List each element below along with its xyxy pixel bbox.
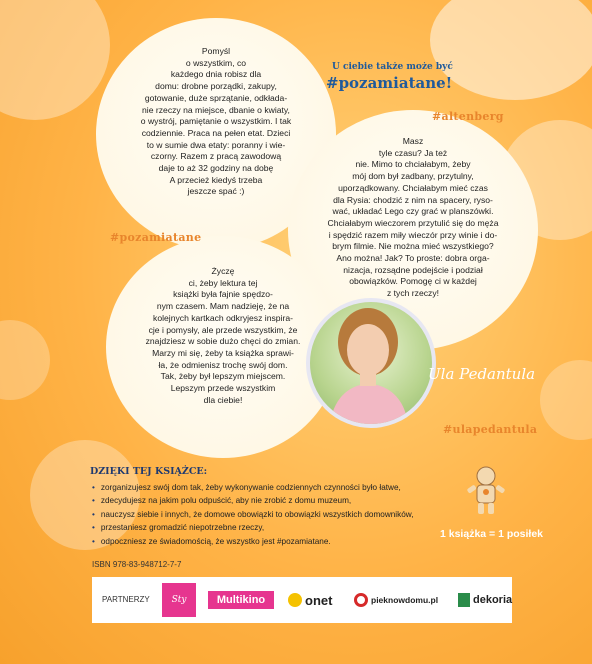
partners-bar bbox=[92, 577, 512, 623]
partner-logo-pieknowdomu: pieknowdomu.pl bbox=[354, 590, 438, 610]
bokeh-circle bbox=[540, 360, 592, 440]
list-item: • przestaniesz gromadzić niepotrzebne rzeczy, bbox=[92, 521, 414, 534]
list-item: • zdecydujesz na jakim polu odpuścić, aby nie zrobić z domu muzeum, bbox=[92, 494, 414, 507]
promo-line-1: U ciebie także może być bbox=[332, 62, 453, 72]
promo-line-2: #pozamiatane! bbox=[326, 74, 453, 92]
bubble-text-right: Masz tyle czasu? Ja też nie. Mimo to chciałabym, żeby mój dom był zadbany, przytulny, uporządkowany. Chciałabym mieć czas dla Rysia: chodzić z nim na spacery, ryso- wać, układać Lego czy grać w planszówki. Chciałabym wieczorem przytulić się do męża i spędzić razem miły wieczór przy winie i do- brym filmie. Nie można mieć wszystkiego? Ano można! Jak? To proste: dobra orga- nizacja, rozsądne podejście i podział obowiązków. Pomogę ci w każdej z tych rzeczy! bbox=[327, 136, 499, 299]
bubble-text-left-top: Pomyśl o wszystkim, co każdego dnia robisz dla domu: drobne porządki, zakupy, gotowanie, duże sprzątanie, odkłada- nie rzeczy na miejsce, dbanie o kwiaty, o wystrój, pamiętanie o wszystkim. I tak codziennie. Praca na pełen etat. Dzieci to w sumie dwa etaty: poranny i wie- czorny. Razem z pracą zawodową daje to aż 32 godziny na dobę A przecież kiedyś trzeba jeszcze spać :) bbox=[140, 46, 292, 197]
hashtag-pozamiatane: #pozamiatane bbox=[110, 231, 202, 244]
list-item: • zorganizujesz swój dom tak, żeby wykonywanie codziennych czynności było łatwe, bbox=[92, 481, 414, 494]
dekoria-icon bbox=[458, 593, 470, 607]
partner-logo-dekoria: dekoria bbox=[458, 590, 512, 610]
partner-logo-multikino: Multikino bbox=[208, 591, 274, 609]
offer-text: 1 książka = 1 posiłek bbox=[440, 528, 544, 540]
hashtag-altenberg: #altenberg bbox=[432, 110, 504, 123]
onet-dot-icon bbox=[288, 593, 302, 607]
bokeh-circle bbox=[0, 0, 110, 120]
isbn: ISBN 978-83-948712-7-7 bbox=[92, 560, 182, 569]
partners-label: PARTNERZY bbox=[102, 595, 150, 604]
author-portrait bbox=[306, 298, 436, 428]
list-item: • nauczysz siebie i innych, że domowe obowiązki to obowiązki wszystkich domowników, bbox=[92, 508, 414, 521]
list-item: • odpoczniesz ze świadomością, że wszystko jest #pozamiatane. bbox=[92, 535, 414, 548]
author-figure-icon bbox=[310, 302, 432, 424]
bubble-text-left-bottom: Życzę ci, żeby lektura tej książki była fajnie spędzo- nym czasem. Mam nadzieję, że na kolejnych kartkach odkryjesz inspira- cje i pomysły, ale przede wszystkim, że znajdziesz w sobie dużo chęci do zmian. Marzy mi się, żeby ta książka sprawi- ła, że odmienisz trochę swój dom. Tak, żeby był lepszym miejscem. Lepszym przede wszystkim dla ciebie! bbox=[145, 266, 301, 405]
partner-logo-onet: onet bbox=[288, 590, 332, 610]
benefits-title: DZIĘKI TEJ KSIĄŻCE: bbox=[90, 466, 208, 477]
toy-figure-icon bbox=[458, 462, 514, 518]
author-signature: Ula Pedantula bbox=[428, 365, 536, 383]
hashtag-ulapedantula: #ulapedantula bbox=[443, 423, 538, 436]
benefits-list bbox=[92, 481, 414, 548]
bokeh-circle bbox=[430, 0, 592, 100]
partner-logo-pink: Sty bbox=[162, 583, 196, 617]
bokeh-circle bbox=[0, 320, 50, 400]
pieknowdomu-icon bbox=[354, 593, 368, 607]
